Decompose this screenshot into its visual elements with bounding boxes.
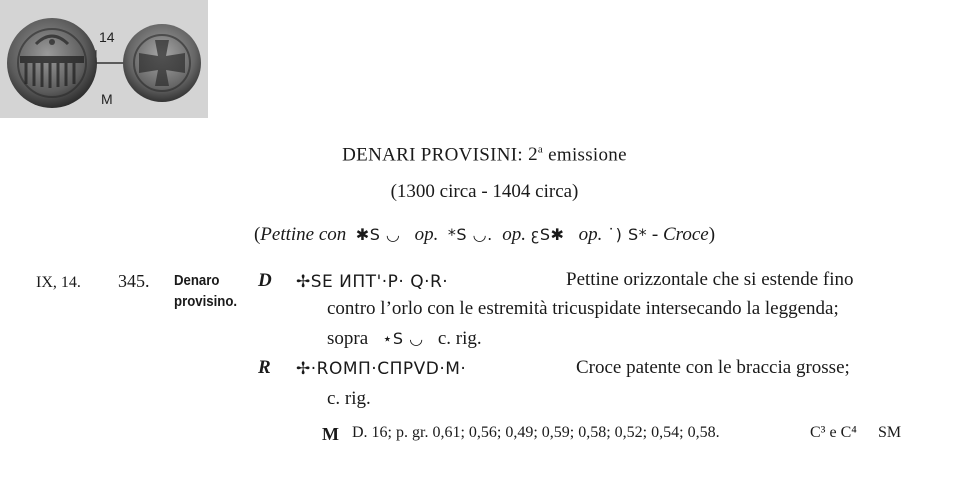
reverse-mark: R bbox=[258, 357, 271, 378]
obverse-desc-line1: Pettine orizzontale che si estende fino bbox=[566, 269, 854, 290]
coin-image bbox=[0, 0, 208, 118]
plate-number: 14 bbox=[99, 29, 115, 45]
metrology-weights: D. 16; p. gr. 0,61; 0,56; 0,49; 0,59; 0,58; 0,52; 0,54; 0,58. bbox=[352, 424, 720, 441]
obverse-sopra-symbol: ⋆S ◡ bbox=[382, 329, 424, 348]
obverse-desc-line2: contro l’orlo con le estremità tricuspidate intersecando la leggenda; bbox=[327, 298, 839, 319]
variants-intro: Pettine con bbox=[260, 224, 347, 245]
date-range: (1300 circa - 1404 circa) bbox=[390, 181, 579, 202]
variants-line: (Pettine con ✱S ◡ op. *S ◡. op. ꜫS✱ op. ˙) S* - Croce) bbox=[253, 224, 716, 245]
reverse-coin bbox=[123, 24, 201, 102]
variants-end: Croce bbox=[662, 224, 709, 245]
obverse-legend: ✢SE ИΠΤ'·P· Q·R· bbox=[296, 272, 449, 292]
variant-4: ˙) S* bbox=[607, 225, 648, 244]
collection: SM bbox=[878, 424, 902, 441]
metrology-mark: M bbox=[322, 424, 339, 444]
reverse-legend: ✢·ROMΠ·CΠPVD·M· bbox=[296, 359, 467, 379]
title-ordinal: 2$^a$ bbox=[528, 144, 544, 166]
title-suffix: emissione bbox=[548, 144, 627, 166]
mint-mark-letter: M bbox=[101, 91, 113, 107]
variant-3: ꜫS✱ bbox=[530, 225, 565, 244]
reverse-desc-line1: Croce patente con le braccia grosse; bbox=[576, 357, 850, 378]
obverse-coin bbox=[7, 18, 97, 108]
variant-2: *S ◡. bbox=[447, 225, 493, 244]
title-main: DENARI PROVISINI: bbox=[342, 144, 524, 166]
coin-type: Denaro provisino. bbox=[174, 272, 238, 310]
section-title bbox=[0, 144, 969, 166]
obverse-mark: D bbox=[258, 270, 272, 291]
entry-number: 345. bbox=[118, 271, 150, 291]
obverse-desc-line3: sopra ⋆S ◡ c. rig. bbox=[327, 328, 482, 349]
variant-1: ✱S ◡ bbox=[355, 225, 401, 244]
plate-reference: IX, 14. bbox=[36, 274, 81, 291]
coin-photograph bbox=[0, 0, 208, 118]
reverse-desc-line2: c. rig. bbox=[327, 388, 371, 409]
rarity: C³ e C⁴ bbox=[810, 424, 857, 441]
